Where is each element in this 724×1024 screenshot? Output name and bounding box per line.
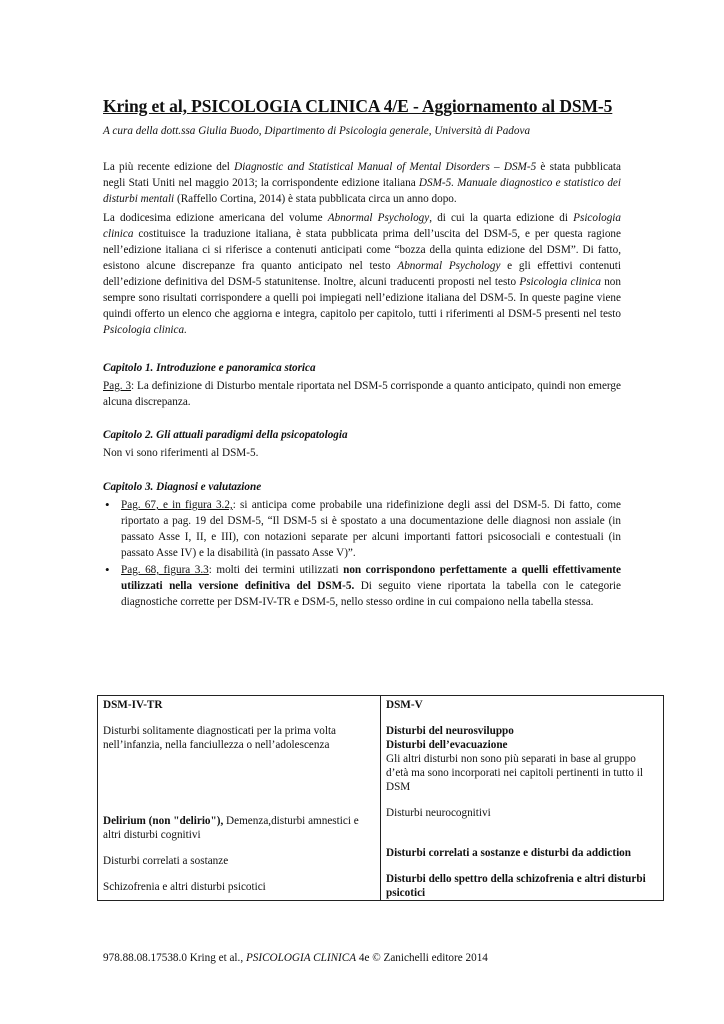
column-header-dsm-iv-tr: DSM-IV-TR — [103, 699, 163, 711]
page-subtitle: A cura della dott.ssa Giulia Buodo, Dipartimento di Psicologia generale, Università di Padova — [103, 125, 531, 137]
dsm-comparison-table — [97, 695, 664, 901]
chapter-3-heading: Capitolo 3. Diagnosi e valutazione — [103, 481, 262, 493]
page-footer: 978.88.08.17538.0 Kring et al., PSICOLOGIA CLINICA 4e © Zanichelli editore 2014 — [103, 952, 488, 964]
page-reference: Pag. 3 — [103, 380, 132, 392]
list-item: • Pag. 67, e in figura 3.2,: si anticipa come probabile una ridefinizione degli assi del DSM-5. Di fatto, come riportato a pag. 19 del DSM-5, “Il DSM-5 si è spostato a una documentazione delle diagnosi non assiale (in passato Asse I, II, e III), con notazioni separate per alcuni importanti fattori psicosociali e contestuali (in passato Asse IV) e la disabilità (in passato Asse V)”. — [121, 497, 621, 561]
document-page — [103, 96, 621, 611]
chapter-1-heading: Capitolo 1. Introduzione e panoramica storica — [103, 362, 316, 374]
page-reference: Pag. 68, figura 3.3 — [121, 564, 209, 576]
chapter-3-list — [103, 497, 621, 610]
chapter-2-heading: Capitolo 2. Gli attuali paradigmi della psicopatologia — [103, 429, 348, 441]
chapter-1-text: Pag. 3: La definizione di Disturbo mentale riportata nel DSM-5 corrisponde a quanto anticipato, quindi non emerge alcuna discrepanza. — [103, 380, 621, 408]
table-cell-left: DSM-IV-TR Disturbi solitamente diagnosticati per la prima volta nell’infanzia, nella fanciullezza o nell’adolescenza Delirium (non "delirio"), Demenza,disturbi amnestici e altri disturbi cognitivi Disturbi correlati a sostanze Schizofrenia e altri disturbi psicotici — [98, 696, 381, 901]
column-header-dsm-v: DSM-V — [386, 699, 423, 711]
intro-paragraph-1: La più recente edizione del Diagnostic and Statistical Manual of Mental Disorders – DSM-5 è stata pubblicata negli Stati Uniti nel maggio 2013; la corrispondente edizione italiana DSM-5. Manuale diagnostico e statistico dei disturbi mentali (Raffello Cortina, 2014) è stata pubblicata circa un anno dopo. — [103, 161, 621, 205]
table-cell-right: DSM-V Disturbi del neurosviluppo Disturbi dell’evacuazione Gli altri disturbi non sono più separati in base al gruppo d’età ma sono incorporati nei capitoli pertinenti in tutto il DSM Disturbi neurocognitivi Disturbi correlati a sostanze e disturbi da addiction Disturbi dello spettro della schizofrenia e altri disturbi psicotici — [381, 696, 664, 901]
chapter-2-text: Non vi sono riferimenti al DSM-5. — [103, 447, 259, 459]
page-reference: Pag. 67, e in figura 3.2, — [121, 499, 233, 511]
page-title: Kring et al, PSICOLOGIA CLINICA 4/E - Aggiornamento al DSM-5 — [103, 96, 613, 116]
list-item: • Pag. 68, figura 3.3: molti dei termini utilizzati non corrispondono perfettamente a quelli effettivamente utilizzati nella versione definitiva del DSM-5. Di seguito viene riportata la tabella con le categorie diagnostiche corrette per DSM-IV-TR e DSM-5, nello stesso ordine in cui compaiono nella tabella stessa. — [121, 562, 621, 610]
table-row — [98, 696, 664, 901]
intro-paragraph-2: La dodicesima edizione americana del volume Abnormal Psychology, di cui la quarta edizione di Psicologia clinica costituisce la traduzione italiana, è stata pubblicata prima dell’uscita del DSM-5, e per questa ragione nell’edizione italiana ci si riferisce a contenuti anticipati come “bozza della quinta edizione del DSM”. Di fatto, esistono alcune discrepanze fra quanto anticipato nel testo Abnormal Psychology e gli effettivi contenuti dell’edizione definitiva del DSM-5 statunitense. Inoltre, alcuni traducenti proposti nel testo Psicologia clinica non sempre sono risultati corrispondere a quelli poi impiegati nell’edizione italiana del DSM-5. In queste pagine viene quindi offerto un elenco che aggiorna e integra, capitolo per capitolo, tutti i riferimenti al DSM-5 presenti nel testo Psicologia clinica. — [103, 212, 621, 336]
